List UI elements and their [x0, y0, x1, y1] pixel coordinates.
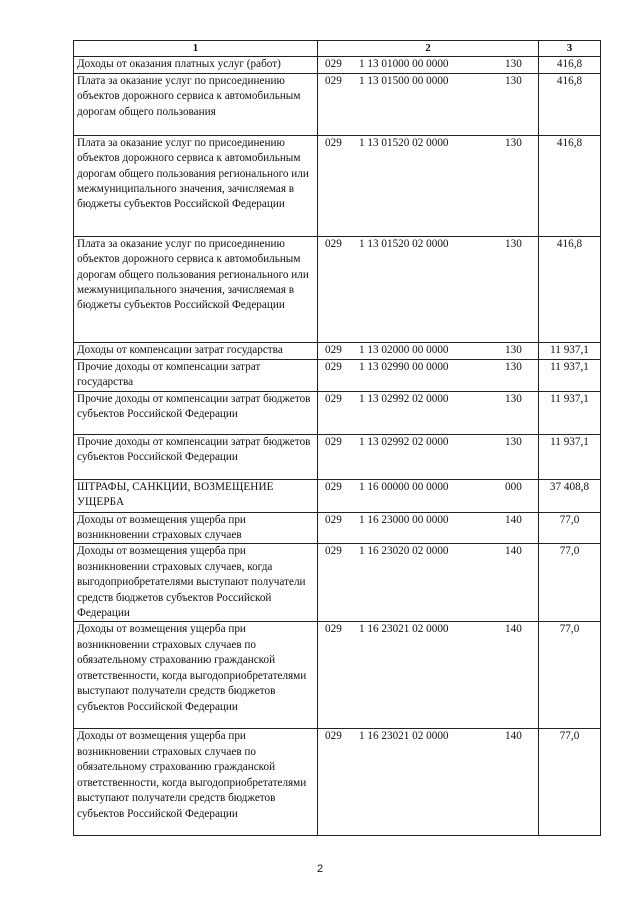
admin-code: 029: [325, 58, 342, 71]
admin-code: 029: [325, 74, 342, 87]
table-row: [74, 359, 601, 391]
revenue-type-code: 130: [505, 343, 522, 356]
row-code: [318, 729, 539, 836]
row-sum: 416,8: [539, 236, 601, 342]
revenue-type-code: 130: [505, 435, 522, 448]
revenue-type-code: 140: [505, 623, 522, 636]
admin-code: 029: [325, 513, 342, 526]
budget-class-code: 1 13 02000 00 0000: [359, 343, 449, 356]
row-code: [318, 342, 539, 359]
admin-code: 029: [325, 435, 342, 448]
revenue-type-code: 140: [505, 730, 522, 743]
row-sum: 11 937,1: [539, 342, 601, 359]
admin-code: 029: [325, 480, 342, 493]
row-name: Доходы от возмещения ущерба при возникновении страховых случаев, когда выгодоприобретателями выступают получатели средств бюджетов субъектов Российской Федерации: [74, 544, 318, 622]
revenue-type-code: 130: [505, 392, 522, 405]
budget-class-code: 1 13 01520 02 0000: [359, 237, 449, 250]
table-row: [74, 544, 601, 622]
admin-code: 029: [325, 392, 342, 405]
row-name: Прочие доходы от компенсации затрат государства: [74, 359, 318, 391]
row-name: Плата за оказание услуг по присоединению объектов дорожного сервиса к автомобильным дорогам общего пользования: [74, 73, 318, 135]
row-code: [318, 359, 539, 391]
row-code: [318, 512, 539, 544]
row-code: [318, 236, 539, 342]
budget-class-code: 1 16 23021 02 0000: [359, 623, 449, 636]
row-name: Доходы от возмещения ущерба при возникновении страховых случаев: [74, 512, 318, 544]
table-row: [74, 434, 601, 479]
row-sum: 416,8: [539, 135, 601, 236]
budget-class-code: 1 13 02990 00 0000: [359, 360, 449, 373]
row-sum: 37 408,8: [539, 479, 601, 512]
table-row: [74, 342, 601, 359]
revenue-type-code: 000: [505, 480, 522, 493]
admin-code: 029: [325, 136, 342, 149]
budget-class-code: 1 16 23021 02 0000: [359, 730, 449, 743]
budget-class-code: 1 13 01000 00 0000: [359, 58, 449, 71]
table-row: [74, 391, 601, 434]
revenue-type-code: 140: [505, 513, 522, 526]
revenue-type-code: 130: [505, 136, 522, 149]
column-header-sum: 3: [539, 41, 601, 57]
budget-class-code: 1 13 02992 02 0000: [359, 392, 449, 405]
table-row: [74, 73, 601, 135]
row-code: [318, 391, 539, 434]
row-sum: 11 937,1: [539, 434, 601, 479]
row-sum: 416,8: [539, 57, 601, 73]
row-name: Плата за оказание услуг по присоединению объектов дорожного сервиса к автомобильным дорогам общего пользования регионального или межмуниципального значения, зачисляемая в бюджеты субъектов Российской Федерации: [74, 236, 318, 342]
row-code: [318, 135, 539, 236]
row-sum: 77,0: [539, 622, 601, 729]
admin-code: 029: [325, 237, 342, 250]
row-sum: 77,0: [539, 544, 601, 622]
revenue-type-code: 130: [505, 74, 522, 87]
row-name: Доходы от возмещения ущерба при возникновении страховых случаев по обязательному страхованию гражданской ответственности, когда выгодоприобретателями выступают получатели средств бюджетов субъектов Российской Федерации: [74, 622, 318, 729]
row-code: [318, 73, 539, 135]
revenue-type-code: 130: [505, 58, 522, 71]
admin-code: 029: [325, 545, 342, 558]
admin-code: 029: [325, 623, 342, 636]
row-sum: 77,0: [539, 729, 601, 836]
column-header-name: 1: [74, 41, 318, 57]
row-sum: 77,0: [539, 512, 601, 544]
budget-class-code: 1 16 23000 00 0000: [359, 513, 449, 526]
row-code: [318, 544, 539, 622]
row-name: Доходы от оказания платных услуг (работ): [74, 57, 318, 73]
row-name: Доходы от возмещения ущерба при возникновении страховых случаев по обязательному страхованию гражданской ответственности, когда выгодоприобретателями выступают получатели средств бюджетов субъектов Российской Федерации: [74, 729, 318, 836]
row-name: Доходы от компенсации затрат государства: [74, 342, 318, 359]
row-sum: 11 937,1: [539, 391, 601, 434]
table-row: [74, 135, 601, 236]
row-name: Прочие доходы от компенсации затрат бюджетов субъектов Российской Федерации: [74, 391, 318, 434]
row-code: [318, 434, 539, 479]
admin-code: 029: [325, 343, 342, 356]
row-code: [318, 479, 539, 512]
row-code: [318, 622, 539, 729]
budget-class-code: 1 16 23020 02 0000: [359, 545, 449, 558]
row-sum: 11 937,1: [539, 359, 601, 391]
row-name: ШТРАФЫ, САНКЦИИ, ВОЗМЕЩЕНИЕ УЩЕРБА: [74, 479, 318, 512]
row-name: Плата за оказание услуг по присоединению объектов дорожного сервиса к автомобильным дорогам общего пользования регионального или межмуниципального значения, зачисляемая в бюджеты субъектов Российской Федерации: [74, 135, 318, 236]
table-row: [74, 57, 601, 73]
page-number: 2: [316, 863, 324, 875]
admin-code: 029: [325, 360, 342, 373]
table-row: [74, 622, 601, 729]
budget-class-code: 1 16 00000 00 0000: [359, 480, 449, 493]
table-header-row: [74, 41, 601, 57]
admin-code: 029: [325, 730, 342, 743]
table-row: [74, 729, 601, 836]
budget-class-code: 1 13 02992 02 0000: [359, 435, 449, 448]
table-row: [74, 236, 601, 342]
row-name: Прочие доходы от компенсации затрат бюджетов субъектов Российской Федерации: [74, 434, 318, 479]
budget-class-code: 1 13 01500 00 0000: [359, 74, 449, 87]
row-code: [318, 57, 539, 73]
table-row: [74, 512, 601, 544]
revenue-type-code: 130: [505, 360, 522, 373]
budget-class-code: 1 13 01520 02 0000: [359, 136, 449, 149]
revenue-type-code: 140: [505, 545, 522, 558]
table-row: [74, 479, 601, 512]
column-header-code: 2: [318, 41, 539, 57]
revenue-type-code: 130: [505, 237, 522, 250]
row-sum: 416,8: [539, 73, 601, 135]
budget-revenue-table: [73, 40, 601, 836]
